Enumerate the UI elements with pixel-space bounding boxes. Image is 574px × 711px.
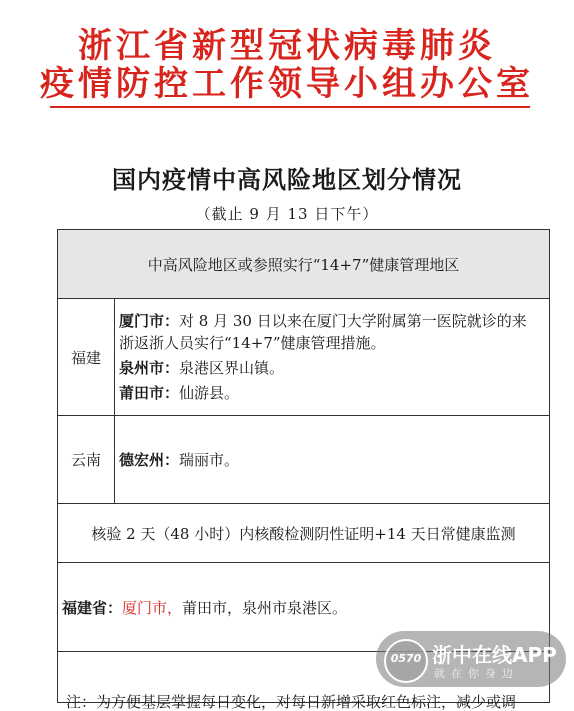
province-cell: 福建 (58, 299, 115, 416)
new-area-highlight: 厦门市， (122, 598, 183, 617)
app-slogan: 就在你身边 (434, 667, 519, 680)
table-header-row (58, 504, 550, 563)
city-detail: 对 8 月 30 日以来在厦门大学附属第一医院就诊的来浙返浙人员实行“14+7”健康管理措施。 (119, 312, 527, 352)
city-detail: 泉港区界山镇。 (179, 359, 285, 377)
document-title: 国内疫情中高风险地区划分情况 (112, 165, 462, 194)
detail-cell (115, 299, 550, 416)
table-row (58, 299, 550, 416)
province-cell: 云南 (58, 416, 115, 504)
table-header-row (58, 230, 550, 299)
city-label: 莆田市： (119, 384, 180, 402)
list-item (119, 310, 541, 354)
document-letterhead (0, 0, 574, 110)
area-list: 莆田市，泉州市泉港区。 (182, 598, 348, 617)
app-logo-text: 0570 (390, 652, 422, 665)
list-item (119, 382, 541, 404)
app-name: 浙中在线APP (432, 643, 557, 667)
section1-header: 中高风险地区或参照实行“14+7”健康管理地区 (58, 230, 550, 299)
app-logo-icon (384, 639, 428, 683)
table-row (58, 416, 550, 504)
document-subtitle: （截止 9 月 13 日下午） (195, 205, 379, 223)
org-name-line1: 浙江省新型冠状病毒肺炎 (78, 26, 496, 66)
city-label: 泉州市： (119, 359, 180, 377)
city-label: 德宏州： (119, 450, 180, 469)
city-detail: 仙游县。 (179, 384, 240, 402)
note-text: 注：为方便基层掌握每日变化，对每日新增采取红色标注，减少或调 (66, 693, 517, 711)
org-name-line2: 疫情防控工作领导小组办公室 (40, 64, 534, 104)
province-label: 福建省： (62, 598, 123, 617)
city-detail: 瑞丽市。 (179, 450, 240, 469)
section2-header: 核验 2 天（48 小时）内核酸检测阴性证明+14 天日常健康监测 (58, 504, 550, 563)
letterhead-red-rule (50, 106, 530, 108)
detail-cell (115, 416, 550, 504)
list-item (119, 449, 541, 471)
app-watermark (376, 631, 566, 687)
list-item (119, 357, 541, 379)
city-label: 厦门市： (119, 312, 180, 330)
